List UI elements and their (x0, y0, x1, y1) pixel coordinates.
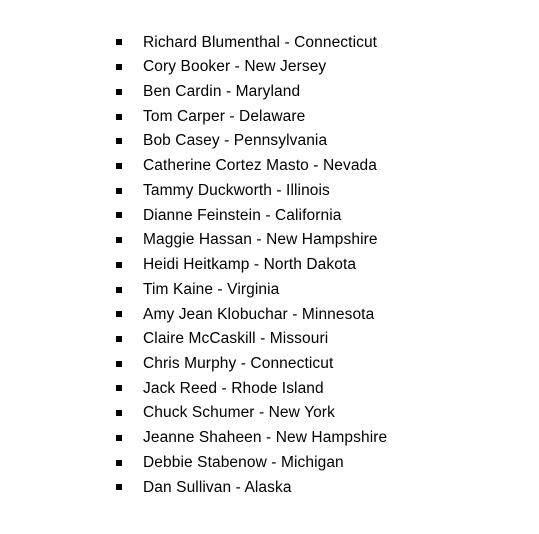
list-item (112, 426, 387, 451)
bullet-square-icon (116, 385, 122, 391)
list-item-text: Heidi Heitkamp - North Dakota (143, 256, 357, 274)
list-item (112, 129, 387, 154)
bullet-square-icon (116, 188, 122, 194)
bullet-square-icon (116, 311, 122, 317)
list-item (112, 252, 387, 277)
list-item (112, 327, 387, 352)
list-item-text: Claire McCaskill - Missouri (143, 330, 329, 348)
bullet-square-icon (116, 435, 122, 441)
list-item-text: Bob Casey - Pennsylvania (143, 132, 328, 150)
list-item-text: Ben Cardin - Maryland (143, 83, 301, 101)
list-item (112, 277, 387, 302)
list-item (112, 302, 387, 327)
list-item-text: Jeanne Shaheen - New Hampshire (143, 429, 388, 447)
senator-list (112, 30, 387, 500)
list-item (112, 401, 387, 426)
list-item (112, 203, 387, 228)
bullet-square-icon (116, 410, 122, 416)
list-item-text: Tim Kaine - Virginia (143, 280, 280, 298)
list-item-text: Tom Carper - Delaware (143, 107, 306, 125)
bullet-square-icon (116, 114, 122, 120)
list-item-text: Catherine Cortez Masto - Nevada (143, 157, 377, 175)
bullet-square-icon (116, 361, 122, 367)
list-item-text: Chris Murphy - Connecticut (143, 354, 334, 372)
list-item (112, 79, 387, 104)
list-item (112, 376, 387, 401)
bullet-square-icon (116, 237, 122, 243)
list-item (112, 351, 387, 376)
bullet-square-icon (116, 460, 122, 466)
list-item-text: Chuck Schumer - New York (143, 404, 335, 422)
bullet-square-icon (116, 287, 122, 293)
list-item-text: Dianne Feinstein - California (143, 206, 342, 224)
list-item-text: Richard Blumenthal - Connecticut (143, 33, 378, 51)
bullet-square-icon (116, 163, 122, 169)
list-item-text: Cory Booker - New Jersey (143, 58, 327, 76)
bullet-square-icon (116, 39, 122, 45)
list-item-text: Amy Jean Klobuchar - Minnesota (143, 305, 375, 323)
list-item (112, 104, 387, 129)
list-item (112, 450, 387, 475)
list-item (112, 55, 387, 80)
bullet-square-icon (116, 89, 122, 95)
list-item-text: Tammy Duckworth - Illinois (143, 181, 330, 199)
list-item (112, 228, 387, 253)
bullet-square-icon (116, 336, 122, 342)
list-item (112, 30, 387, 55)
list-item-text: Maggie Hassan - New Hampshire (143, 231, 378, 249)
list-item-text: Dan Sullivan - Alaska (143, 478, 292, 496)
list-item-text: Jack Reed - Rhode Island (143, 379, 324, 397)
bullet-square-icon (116, 138, 122, 144)
bullet-square-icon (116, 484, 122, 490)
list-item (112, 475, 387, 500)
list-item-text: Debbie Stabenow - Michigan (143, 453, 344, 471)
bullet-square-icon (116, 212, 122, 218)
bullet-square-icon (116, 262, 122, 268)
list-item (112, 154, 387, 179)
bullet-square-icon (116, 64, 122, 70)
list-item (112, 178, 387, 203)
